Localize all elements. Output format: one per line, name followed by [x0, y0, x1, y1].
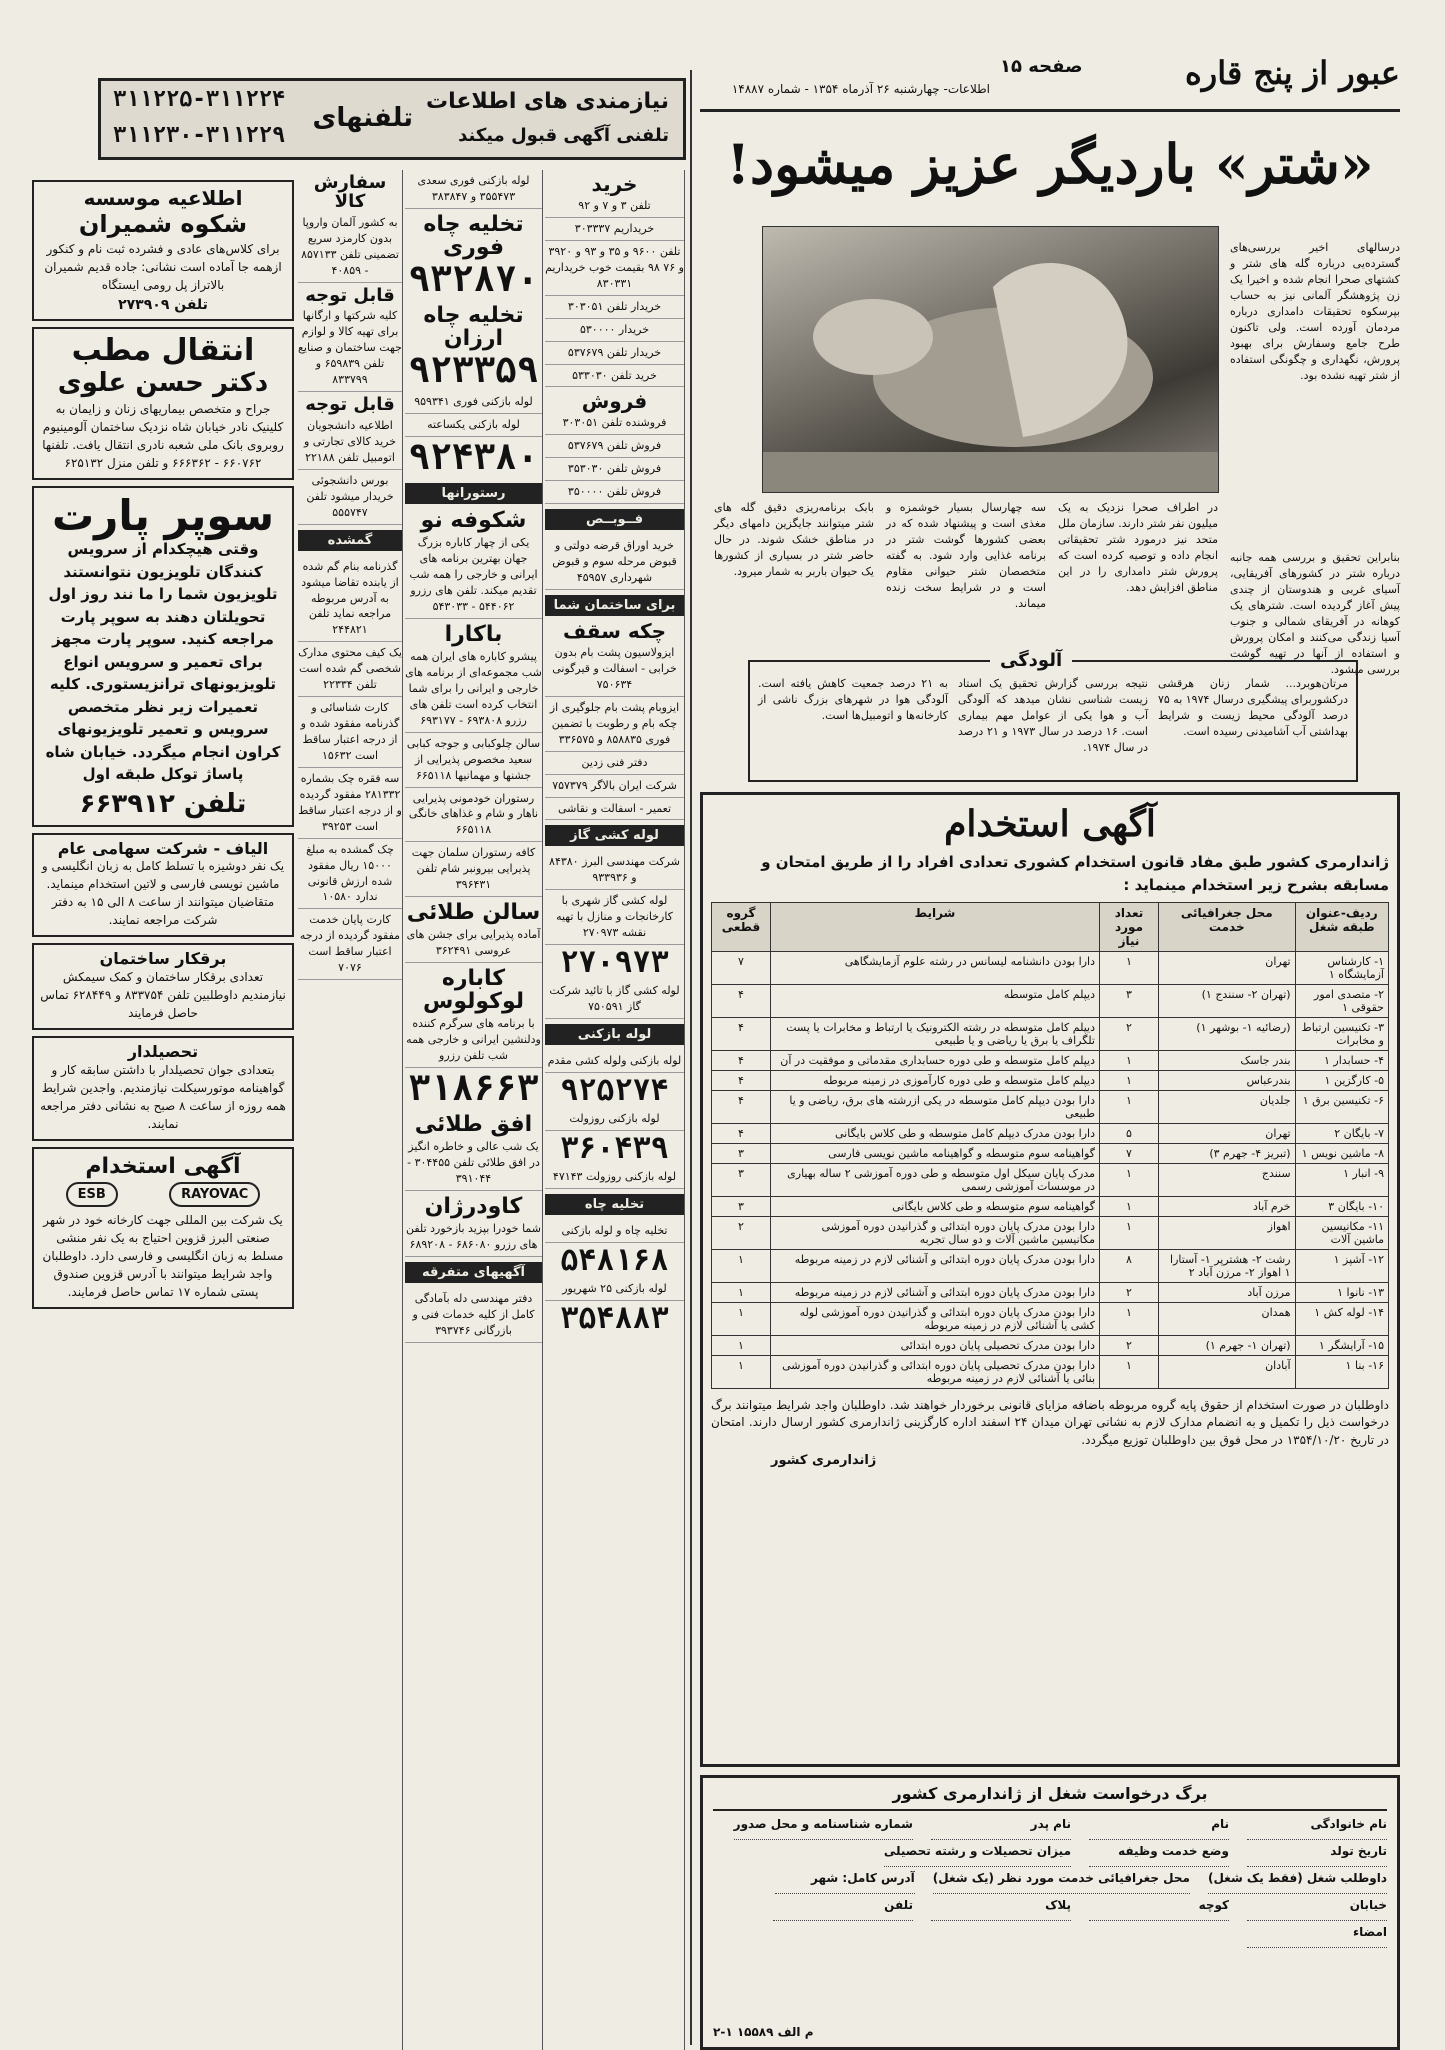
table-cell: دارا بودن دیپلم کامل متوسطه در یکی ازرشته های برق، ریاضی و یا طبیعی	[771, 1091, 1100, 1124]
ad-text: کافه رستوران سلمان جهت پذیرایی بیرونبر شام تلفن ۳۹۶۴۳۱	[405, 842, 542, 897]
ad-box-text: برای کلاس‌های عادی و فشرده ثبت نام و کنکور ازهمه جا آماده است نشانی: جاده قدیم شمیران بالاتراز پل رومی ایستگاه	[44, 242, 282, 293]
feature-intro: درسالهای اخیر بررسی‌های گسترده‌یی درباره گله های شتر و کشتهای صحرا انجام شده و اخیرا یک زن پژوهشگر آلمانی نیز به حساب بپرسکوه تحقیقات دامداری درباره مردمان آورده است. ولی تاکنون طرح جامع وسفارش برای بهبود پرورش، نگهداری و چگونگی استفاده از شتر تهیه نشده بود.	[1230, 241, 1400, 382]
table-cell: ۲	[712, 1217, 771, 1250]
ad-text: دفتر مهندسی دله بآمادگی کامل از کلیه خدمات فنی و بازرگانی ۳۹۳۷۴۶	[405, 1288, 542, 1343]
table-cell: ۸	[1100, 1250, 1159, 1283]
table-row	[712, 1018, 1389, 1051]
table-cell: ۷	[712, 952, 771, 985]
table-cell: ۱۶- بنا ۱	[1295, 1356, 1388, 1389]
ad-box-phone: تلفن ۶۶۳۹۱۲	[79, 788, 247, 819]
table-cell: ۴	[712, 985, 771, 1018]
table-cell: دیپلم کامل متوسطه و طی دوره حسابداری مقدماتی و موفقیت در آن	[771, 1051, 1100, 1071]
table-row	[712, 1197, 1389, 1217]
ad-phone-number: ۹۲۴۳۸۰	[408, 437, 539, 479]
ad-section-bar: گمشده	[298, 530, 402, 551]
pollution-title: آلودگی	[990, 650, 1072, 671]
table-cell: مدرک پایان سیکل اول متوسطه و طی دوره آموزشی ۲ ساله بهیاری در موسسات آموزشی رسمی	[771, 1164, 1100, 1197]
ad-text: کارت شناسائی و گذرنامه مفقود شده و از درجه اعتبار ساقط است ۱۵۶۳۲	[298, 697, 402, 768]
table-row	[712, 1144, 1389, 1164]
ad-text: با برنامه های سرگرم کننده ودلنشین ایرانی و خارجی همه شب تلفن رزرو	[405, 1013, 542, 1068]
ad-text: لوله بازکنی یکساعته	[405, 414, 542, 437]
ad-title: خرید	[591, 172, 638, 196]
page-label: صفحه ۱۵	[1000, 56, 1083, 77]
ad-title: تخلیه چاه ارزان	[423, 303, 524, 352]
ad-text: خرید تلفن ۵۳۳۰۳۰	[545, 365, 684, 388]
table-cell: ۵- کارگزین ۱	[1295, 1071, 1388, 1091]
ad-phone-number: ۹۲۳۳۵۹	[408, 350, 539, 392]
table-cell: بندر جاسک	[1159, 1051, 1296, 1071]
table-cell: ۱	[1100, 1071, 1159, 1091]
ad-box-title: الیاف - شرکت سهامی عام	[57, 838, 269, 858]
table-cell: ۱۳- نانوا ۱	[1295, 1283, 1388, 1303]
table-row	[712, 985, 1389, 1018]
brand-logos	[40, 1182, 286, 1207]
table-cell: جلدیان	[1159, 1091, 1296, 1124]
table-row	[712, 1051, 1389, 1071]
ad-section-bar: آگهیهای متفرقه	[405, 1262, 542, 1283]
table-header-cell: شرایط	[771, 903, 1100, 952]
ad-box-text: بتعدادی جوان تحصیلدار با داشتن سابقه کار و گواهینامه موتورسیکلت نیازمندیم. واجدین شرایط همه روزه از ساعت ۸ صبح به نشانی دفتر مراجعه نمایند.	[40, 1062, 286, 1131]
table-cell: ۴	[712, 1018, 771, 1051]
form-field-label: تاریخ تولد	[1247, 1844, 1387, 1867]
ad-text: ایزولاسیون پشت بام بدون خرابی - اسفالت و قیرگونی ۷۵۰۶۳۴	[545, 642, 684, 697]
ad-text: شرکت ایران بالاگر ۷۵۷۳۷۹	[545, 775, 684, 798]
ad-text: آماده پذیرایی برای جشن های عروسی ۳۶۲۴۹۱	[405, 924, 542, 963]
ad-phone-number: ۳۱۸۶۶۳	[408, 1068, 539, 1110]
table-row	[712, 1164, 1389, 1197]
table-cell: ۴	[712, 1124, 771, 1144]
employment-footer: داوطلبان در صورت استخدام از حقوق پایه گروه مربوطه باضافه مزایای قانونی برخوردار خواهند شد. داوطلبان واجد شرایط میتوانند برگ درخواست ذیل را تکمیل و به انضمام مدارک لازم به نشانی تهران میدان ۲۴ اسفند اداره کارگزینی ژاندارمری کشور ارسال دارند. امتحان در تاریخ ۱۳۵۴/۱۰/۲۰ در محل فوق بین داوطلبان توزیع میگردد.	[711, 1398, 1389, 1447]
table-cell: ۳	[712, 1164, 771, 1197]
form-field-label: پلاک	[931, 1898, 1071, 1921]
ad-text: گذرنامه بنام گم شده از یابنده تقاضا میشود به آدرس مربوطه مراجعه نماید تلفن ۲۴۴۸۲۱	[298, 556, 402, 643]
form-field-label: خیابان	[1247, 1898, 1387, 1921]
camel-illustration	[763, 227, 1218, 492]
ad-title: چکه سقف	[562, 619, 667, 643]
table-cell: رشت ۲- هشترپر ۱- آستارا ۱ اهواز ۲- مرزن آباد ۲	[1159, 1250, 1296, 1283]
ad-title: کاباره لوکولوس	[422, 966, 525, 1015]
employment-title: آگهی استخدام	[944, 803, 1156, 845]
classified-column-b	[405, 170, 543, 2050]
ad-text: ایزوبام پشت بام جلوگیری از چکه بام و رطوبت با تضمین فوری ۸۵۸۸۳۵ و ۳۳۶۵۷۵	[545, 697, 684, 752]
ad-text: شما خودرا بپزید بازخورد تلفن های رزرو ۶۸۶۰۸۰ - ۶۸۹۲۰۸	[405, 1218, 542, 1257]
ad-text: خریدار ۵۳۰۰۰۰	[545, 319, 684, 342]
table-cell: سنندج	[1159, 1164, 1296, 1197]
ad-title: قابل توجه	[305, 284, 395, 306]
table-body	[712, 952, 1389, 1389]
feature-body-col1: بنابراین تحقیق و بررسی همه جانبه درباره شتر در کشورهای آفریقایی، آسیای غربی و هندوستان از چندی پیش آغاز گردیده است. شترهای یک کوهانه در آفریقای شمالی و جنوب آسیا زندگی می‌کنند و امکان پرورش و استفاده از آنها در تهیه گوشت بررسی میشود.	[1230, 551, 1400, 676]
table-cell: (رضائیه ۱- بوشهر ۱)	[1159, 1018, 1296, 1051]
ad-box-title: تحصیلدار	[127, 1042, 199, 1062]
table-cell: ۱۲- آشپز ۱	[1295, 1250, 1388, 1283]
table-cell: ۵	[1100, 1124, 1159, 1144]
ad-box-text: یک شرکت بین المللی جهت کارخانه خود در شهر صنعتی البرز قزوین احتیاج به یک نفر منشی مسلط به زبان انگلیسی و فارسی دارد. داوطلبان واجد شرایط میتوانند با آدرس قزوین صندوق پستی شماره ۱۷ تماس حاصل فرمایند.	[42, 1213, 284, 1300]
table-cell: مرزن آباد	[1159, 1283, 1296, 1303]
masthead	[700, 50, 1400, 112]
ad-title: سالن طلائی	[406, 900, 541, 926]
ad-text: سالن چلوکبابی و جوجه کبابی سعید مخصوص پذیرایی از جشنها و مهمانیها ۶۶۵۱۱۸	[405, 733, 542, 788]
ad-text: خرید اوراق قرضه دولتی و قبوض مرحله سوم و قبوض شهرداری ۴۵۹۵۷	[545, 535, 684, 590]
employment-intro: ژاندارمری کشور طبق مفاد قانون استخدام کشوری تعدادی افراد را از طریق امتحان و مسابقه بشرح زیر استخدام مینماید :	[761, 853, 1389, 894]
ad-box	[32, 327, 294, 480]
table-cell: ۴	[712, 1051, 771, 1071]
classifieds-header	[98, 78, 686, 160]
ad-text: رستوران خودمونی پذیرایی ناهار و شام و غذاهای خانگی ۶۶۵۱۱۸	[405, 788, 542, 843]
table-header-cell: محل جغرافیائی خدمت	[1159, 903, 1296, 952]
table-cell: گواهینامه سوم متوسطه و گواهینامه ماشین نویسی فارسی	[771, 1144, 1100, 1164]
table-header-row	[712, 903, 1389, 952]
table-cell: ۶- تکنیسین برق ۱	[1295, 1091, 1388, 1124]
ad-title: باکارا	[444, 621, 503, 647]
brand-logo: RAYOVAC	[169, 1182, 260, 1207]
table-cell: ۹- انبار ۱	[1295, 1164, 1388, 1197]
ad-box-title: برقکار ساختمان	[99, 949, 227, 969]
ad-box-subtitle: شکوه شمیران	[78, 210, 248, 238]
ad-text: فروش تلفن ۳۵۰۰۰۰	[545, 481, 684, 504]
table-cell: ۴	[712, 1071, 771, 1091]
ad-text: لوله بازکنی فوری ۹۵۹۳۴۱	[405, 391, 542, 414]
ad-box-text: یک نفر دوشیزه با تسلط کامل به زبان انگلیسی و ماشین نویسی فارسی و لاتین استخدام مینماید. متقاضیان میتوانند از ساعت ۸ الی ۱۵ به دفتر شرکت مراجعه نمایند.	[41, 859, 285, 928]
brand-logo: ESB	[66, 1182, 118, 1207]
classified-column-c	[298, 170, 403, 2050]
ad-box-text: تعدادی برقکار ساختمان و کمک سیمکش نیازمندیم داوطلبین تلفن ۸۳۳۷۵۴ و ۶۲۸۴۴۹ تماس حاصل فرمایند	[40, 970, 286, 1021]
table-cell: ۱	[1100, 1164, 1159, 1197]
form-field-label: شماره شناسنامه و محل صدور	[734, 1817, 913, 1840]
table-cell: آبادان	[1159, 1356, 1296, 1389]
ad-text: تلفن ۹۶۰۰ و ۳۵ و ۹۳ و ۳۹۲۰ و ۷۶ ۹۸ بقیمت خوب خریداریم ۸۳۰۳۳۱	[545, 241, 684, 296]
table-cell: ۴	[712, 1091, 771, 1124]
employment-table	[711, 902, 1389, 1389]
table-cell: ۱	[1100, 952, 1159, 985]
table-cell: ۱	[712, 1303, 771, 1336]
table-row	[712, 1124, 1389, 1144]
table-row	[712, 1091, 1389, 1124]
ad-box	[32, 1147, 294, 1309]
ad-text: دفتر فنی زدین	[545, 752, 684, 775]
ad-title: سفارش کالا	[313, 172, 387, 212]
table-header-cell: گروه قطعی	[712, 903, 771, 952]
ad-phone-number: ۵۴۸۱۶۸	[560, 1242, 669, 1278]
table-row	[712, 1303, 1389, 1336]
form-fields	[713, 1817, 1387, 1948]
ad-text: فروش تلفن ۵۳۷۶۷۹	[545, 435, 684, 458]
classified-column-d	[32, 180, 294, 2045]
ad-text: بورس دانشجوئی خریدار میشود تلفن ۵۵۵۷۴۷	[298, 470, 402, 525]
ad-box-title: آگهی استخدام	[85, 1153, 241, 1179]
ad-box	[32, 486, 294, 827]
ad-text: لوله بازکنی ولوله کشی مقدم	[545, 1050, 684, 1073]
pollution-col2: نتیجه بررسی گزارش تحقیق یک استاد زیست شناسی نشان میدهد که آلودگی آب و هوا یکی از عوامل مهم بیماری است. ۱۶ درصد در سال ۱۹۷۳ و ۲۱ درصد در سال ۱۹۷۴.	[958, 677, 1148, 754]
ad-text: کلیه شرکتها و ارگانها برای تهیه کالا و لوازم جهت ساختمان و صنایع تلفن ۶۵۹۸۳۹ و ۸۳۳۷۹۹	[298, 305, 402, 392]
ad-title: کاودرژان	[424, 1194, 523, 1219]
table-cell: تهران	[1159, 1124, 1296, 1144]
table-cell: ۱۰- بایگان ۳	[1295, 1197, 1388, 1217]
table-cell: دارا بودن دانشنامه لیسانس در رشته علوم آزمایشگاهی	[771, 952, 1100, 985]
classifieds-subtitle: تلفنی آگهی قبول میکند	[458, 125, 669, 146]
table-cell: دارا بودن مدرک پایان دوره ابتدائی و آشنائی لازم در زمینه مربوطه	[771, 1250, 1100, 1283]
table-cell: ۲	[1100, 1283, 1159, 1303]
form-field-label: امضاء	[1247, 1925, 1387, 1948]
employment-ad	[700, 792, 1400, 1767]
form-field-label: نام خانوادگی	[1247, 1817, 1387, 1840]
ad-box-title: اطلاعیه موسسه	[83, 186, 243, 210]
table-cell: دارا بودن مدرک پایان دوره ابتدائی و آشنائی لازم در زمینه مربوطه	[771, 1283, 1100, 1303]
ad-section-bar: لوله بازکنی	[545, 1024, 684, 1045]
form-field-label: میزان تحصیلات و رشته تحصیلی	[884, 1844, 1071, 1867]
ad-section-bar: رستورانها	[405, 483, 542, 504]
ad-text: اطلاعیه دانشجویان خرید کالای تجارتی و اتومبیل تلفن ۲۲۱۸۸	[298, 415, 402, 470]
ad-box-title: انتقال مطب	[71, 333, 255, 369]
application-form	[700, 1775, 1400, 2050]
ad-text: لوله بازکنی روزولت	[545, 1108, 684, 1131]
ad-section-bar: لوله کشی گاز	[545, 825, 684, 846]
form-field-label: نام پدر	[931, 1817, 1071, 1840]
table-cell: دارا بودن مدرک پایان دوره ابتدائی و گذرانیدن دوره آموزشی لوله کشی یا آشنائی لازم در زمینه مربوطه	[771, 1303, 1100, 1336]
ad-phone-number: ۳۶۰۴۳۹	[560, 1130, 669, 1166]
table-cell: ۱۱- مکانیسین ماشین آلات	[1295, 1217, 1388, 1250]
ad-box-subtitle: دکتر حسن علوی	[57, 367, 269, 398]
ad-text: لوله بازکنی روزولت ۴۷۱۴۳	[545, 1166, 684, 1189]
ad-text: سه فقره چک بشماره ۲۸۱۳۳۲ مفقود گردیده و از درجه اعتبار ساقط است ۳۹۲۵۳	[298, 768, 402, 839]
ad-phone-number: ۲۷۰۹۷۳	[560, 945, 669, 981]
ad-box-text: جراح و متخصص بیماریهای زنان و زایمان به کلینیک نادر خیابان شاه نزدیک ساختمان آلومینیوم روبروی بانک ملی شعبه نادری انتقال یافت. تلفنها ۶۶۰۷۶۲ - ۶۶۶۳۶۲ و تلفن منزل ۶۲۵۱۳۲	[42, 401, 284, 470]
issue-line: اطلاعات- چهارشنبه ۲۶ آذرماه ۱۳۵۴ - شماره ۱۴۸۸۷	[731, 82, 990, 96]
column-divider	[690, 70, 692, 2045]
table-cell: ۱	[1100, 1197, 1159, 1217]
table-cell: ۷	[1100, 1144, 1159, 1164]
table-cell: اهواز	[1159, 1217, 1296, 1250]
table-cell: (تبریز ۴- جهرم ۳)	[1159, 1144, 1296, 1164]
ad-title: افق طلائی	[414, 1112, 533, 1138]
form-code: م الف ۱۵۵۸۹ ۱-۲	[713, 2025, 814, 2039]
ad-title: تخلیه چاه فوری	[423, 211, 524, 260]
table-cell: ۲	[1100, 1336, 1159, 1356]
table-cell: ۷- بایگان ۲	[1295, 1124, 1388, 1144]
table-cell: ۱۴- لوله کش ۱	[1295, 1303, 1388, 1336]
table-cell: ۱	[712, 1336, 771, 1356]
table-cell: بندرعباس	[1159, 1071, 1296, 1091]
form-field-label: وضع خدمت وظیفه	[1089, 1844, 1229, 1867]
feature-body-col3: سه چهارسال بسیار خوشمزه و مغذی است و پیشنهاد شده که در بعضی کشورها گوشت شتر در برنامه غذایی وارد شود. به گفته متخصصان شتر حیوانی مقاوم است و در شرایط سخت زنده میماند.	[886, 501, 1046, 610]
ad-phone-number: ۹۲۵۲۷۴	[560, 1072, 669, 1108]
table-cell: دیپلم کامل متوسطه و طی دوره کارآموزی در زمینه مربوطه	[771, 1071, 1100, 1091]
ad-text: لوله بازکنی ۲۵ شهریور	[545, 1278, 684, 1301]
ad-text: فروش تلفن ۳۵۳۰۳۰	[545, 458, 684, 481]
table-row	[712, 952, 1389, 985]
ad-text: لوله کشی گاز شهری با کارخانجات و منازل با تهیه نقشه ۲۷۰۹۷۳	[545, 890, 684, 945]
table-cell: دارا بودن مدرک پایان دوره ابتدائی و گذرانیدن دوره آموزشی مکانیسین ماشین آلات و دو سال تجربه	[771, 1217, 1100, 1250]
table-row	[712, 1250, 1389, 1283]
table-cell: ۲	[1100, 1018, 1159, 1051]
ad-text: خریداریم ۳۰۳۳۳۷	[545, 218, 684, 241]
table-header-cell: تعداد مورد نیاز	[1100, 903, 1159, 952]
ad-section-bar: فــوبــص	[545, 509, 684, 530]
phones-label: تلفنهای	[312, 103, 413, 133]
form-field-label: داوطلب شغل (فقط یک شغل)	[1208, 1871, 1387, 1894]
table-cell: ۱	[1100, 1303, 1159, 1336]
ad-text: تعمیر - اسفالت و نقاشی	[545, 798, 684, 821]
feature-body-col2: در اطراف صحرا نزدیک به یک میلیون نفر شتر دارند. سازمان ملل متحد نیز درمورد شتر تحقیقاتی انجام داده و توصیه کرده است که پرورش شتر دامداری را در این مناطق افزایش دهد.	[1058, 501, 1218, 594]
phones-line1: ۳۱۱۲۲۵-۳۱۱۲۲۴	[113, 87, 286, 112]
table-cell: ۱	[1100, 1091, 1159, 1124]
table-cell: ۱	[712, 1283, 771, 1303]
table-row	[712, 1336, 1389, 1356]
ad-text: یک کیف محتوی مدارک شخصی گم شده است تلفن ۲۲۳۳۴	[298, 642, 402, 697]
ad-text: کارت پایان خدمت مفقود گردیده از درجه اعتبار ساقط است ۷۰۷۶	[298, 909, 402, 980]
table-cell: (تهران ۲- سنندج ۱)	[1159, 985, 1296, 1018]
table-cell: خرم آباد	[1159, 1197, 1296, 1217]
ad-box-title: سوپر پارت	[51, 490, 275, 540]
ad-title: فروش	[581, 389, 648, 414]
ad-box	[32, 1036, 294, 1141]
table-cell: ۱	[712, 1356, 771, 1389]
table-cell: (تهران ۱- جهرم ۱)	[1159, 1336, 1296, 1356]
ad-box	[32, 943, 294, 1030]
ad-phone-number: ۳۵۴۸۸۳	[560, 1300, 669, 1336]
ad-box	[32, 833, 294, 938]
table-cell: دارا بودن مدرک تحصیلی پایان دوره ابتدائی و گذرانیدن دوره آموزشی بنائی یا آشنائی لازم در زمینه مربوطه	[771, 1356, 1100, 1389]
ad-text: یک شب عالی و خاطره انگیز در افق طلائی تلفن ۳۰۴۴۵۵ - ۳۹۱۰۴۴	[405, 1136, 542, 1191]
ad-title: قابل توجه	[305, 394, 395, 416]
table-cell: ۱	[1100, 1217, 1159, 1250]
table-cell: همدان	[1159, 1303, 1296, 1336]
employment-signature: ژاندارمری کشور	[771, 1453, 877, 1469]
table-cell: ۱	[712, 1250, 771, 1283]
table-cell: ۳	[712, 1197, 771, 1217]
ad-text: لوله کشی گاز با تائید شرکت گاز ۷۵۰۵۹۱	[545, 980, 684, 1019]
section-title: عبور از پنج قاره	[1185, 54, 1400, 92]
table-header-cell: ردیف-عنوان طبقه شغل	[1295, 903, 1388, 952]
table-row	[712, 1071, 1389, 1091]
ad-text: خریدار تلفن ۳۰۳۰۵۱	[545, 296, 684, 319]
table-cell: ۴- حسابدار ۱	[1295, 1051, 1388, 1071]
table-cell: ۱۵- آرایشگر ۱	[1295, 1336, 1388, 1356]
ad-box-text: وقتی هیچکدام از سرویس کنندگان تلویزیون نتوانستند تلویزیون شما را ما نند روز اول تحویلتان دهند به سوپر پارت مراجعه کنید. سوپر پارت مجهز برای تعمیر و سرویس انواع تلویزیونهای ترانزیستوری. کلیه تعمیرات زیر نظر متخصص سرویس و تعمیر تلویزیونهای کراون انجام میگردد. خیابان شاه پاساژ توکل طبقه اول	[45, 540, 281, 784]
ad-text: فروشنده تلفن ۳۰۳۰۵۱	[545, 412, 684, 435]
pollution-box	[748, 650, 1358, 782]
table-row	[712, 1217, 1389, 1250]
ad-text: خریدار تلفن ۵۳۷۶۷۹	[545, 342, 684, 365]
ad-text: تلفن ۳ و ۷ و ۹۲	[545, 195, 684, 218]
ad-box-phone: تلفن ۲۷۳۹۰۹	[118, 297, 208, 314]
form-field-label: تلفن	[773, 1898, 913, 1921]
classified-column-a	[545, 170, 685, 2050]
form-field-label: نام	[1089, 1817, 1229, 1840]
ad-section-bar: تخلیه چاه	[545, 1194, 684, 1215]
classifieds-title: نیازمندی های اطلاعات	[426, 89, 669, 114]
ad-text: چک گمشده به مبلغ ۱۵۰۰۰ ریال مفقود شده ارزش قانونی ندارد ۱۰۵۸۰	[298, 839, 402, 910]
table-cell: دارا بودن مدرک تحصیلی پایان دوره ابتدائی	[771, 1336, 1100, 1356]
camel-photo	[762, 226, 1219, 493]
ad-text: تخلیه چاه و لوله بازکنی	[545, 1220, 684, 1243]
table-cell: ۳- تکنیسین ارتباط و مخابرات	[1295, 1018, 1388, 1051]
table-cell: گواهینامه سوم متوسطه و طی کلاس بایگانی	[771, 1197, 1100, 1217]
table-cell: ۲- متصدی امور حقوقی ۱	[1295, 985, 1388, 1018]
table-cell: دیپلم کامل متوسطه در رشته الکترونیک یا ارتباط و مخابرات یا پست تلگراف یا برق یا ریاضی و یا طبیعی	[771, 1018, 1100, 1051]
feature-headline: «شتر» باردیگر عزیز میشود!	[726, 132, 1374, 196]
ad-text: به کشور آلمان واروپا بدون کارمزد سریع تضمینی تلفن ۸۵۷۱۳۳ - ۴۰۸۵۹	[298, 212, 402, 283]
feature-body-col4: بابک برنامه‌ریزی دقیق گله های شتر میتوانند جایگزین دامهای دیگر در مناطق خشک شوند. در حال حاضر شتر در بسیاری از کشورها یک حیوان باربر به شمار میرود.	[714, 501, 874, 578]
table-cell: ۱	[1100, 1356, 1159, 1389]
pollution-col3: به ۲۱ درصد جمعیت کاهش یافته است. آلودگی هوا در شهرهای بزرگ ناشی از کارخانه‌ها و اتومبیل‌ها است.	[758, 677, 948, 722]
ad-section-bar: برای ساختمان شما	[545, 595, 684, 616]
form-title: برگ درخواست شغل از ژاندارمری کشور	[713, 1784, 1387, 1811]
ad-text: شرکت مهندسی البرز ۸۴۳۸۰ و ۹۳۳۹۳۶	[545, 851, 684, 890]
ad-phone-number: ۹۳۲۸۷۰	[408, 259, 539, 301]
table-cell: ۳	[712, 1144, 771, 1164]
pollution-col1: مرتان‌هوبرد... شمار زنان هرقشی درکشوربرای پیشگیری درسال ۱۹۷۴ به ۷۵ درصد آلودگی محیط زیست و شرایط بهداشتی آب آشامیدنی رسیده است.	[1157, 677, 1348, 738]
table-cell: دیپلم کامل متوسطه	[771, 985, 1100, 1018]
table-row	[712, 1283, 1389, 1303]
phones-line2: ۳۱۱۲۳۰-۳۱۱۲۲۹	[113, 123, 286, 148]
ad-text: یکی از چهار کاباره بزرگ جهان بهترین برنامه های ایرانی و خارجی را همه شب تقدیم میکند. تلفن های رزرو ۵۴۴۰۶۲ - ۵۴۳۰۳۳	[405, 532, 542, 619]
table-cell: ۱	[1100, 1051, 1159, 1071]
table-cell: ۸- ماشین نویس ۱	[1295, 1144, 1388, 1164]
table-cell: دارا بودن مدرک دیپلم کامل متوسطه و طی کلاس بایگانی	[771, 1124, 1100, 1144]
table-row	[712, 1356, 1389, 1389]
ad-box	[32, 180, 294, 321]
ad-text: لوله بازکنی فوری سعدی ۳۵۵۴۷۳ و ۳۸۳۸۴۷	[405, 170, 542, 209]
ad-text: پیشرو کاباره های ایران همه شب مجموعه‌ای از برنامه های خارجی و ایرانی را برای شما انتخاب کرده است تلفن های رزرو ۶۹۳۸۰۸ - ۶۹۳۱۷۷	[405, 646, 542, 733]
form-field-label: محل جغرافیائی خدمت مورد نظر (یک شغل)	[933, 1871, 1190, 1894]
ad-title: شکوفه نو	[420, 508, 527, 534]
table-cell: تهران	[1159, 952, 1296, 985]
form-field-label: کوچه	[1089, 1898, 1229, 1921]
table-cell: ۳	[1100, 985, 1159, 1018]
table-cell: ۱- کارشناس آزمایشگاه ۱	[1295, 952, 1388, 985]
form-field-label: آدرس کامل: شهر	[775, 1871, 915, 1894]
